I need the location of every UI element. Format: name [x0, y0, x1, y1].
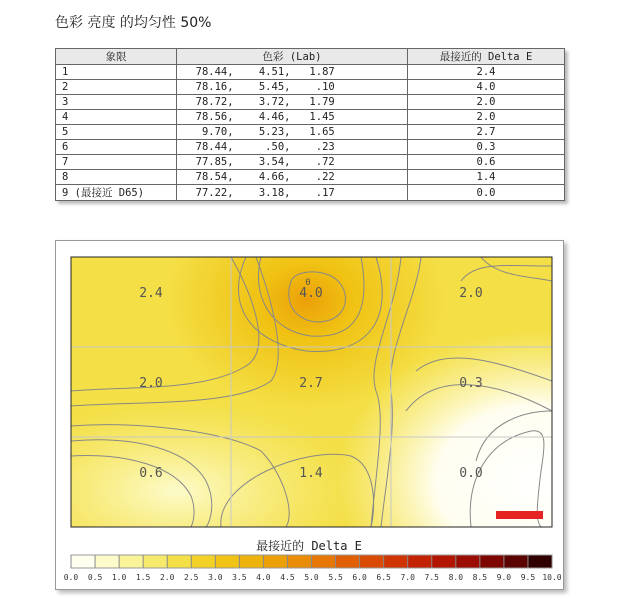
quadrant-cell: 7: [56, 155, 177, 170]
legend-swatch: [456, 555, 481, 568]
legend-tick-label: 2.0: [159, 573, 175, 582]
header-delta-e: 最接近的 Delta E: [408, 49, 565, 65]
legend-swatch: [239, 555, 264, 568]
cell-value-label: 2.7: [299, 376, 323, 391]
quadrant-cell: 1: [56, 65, 177, 80]
legend-tick-label: 2.5: [184, 573, 199, 582]
delta-e-cell: 4.0: [408, 80, 565, 95]
cell-value-label: 2.4: [139, 286, 163, 301]
legend-swatch: [263, 555, 288, 568]
uniformity-table: [55, 48, 565, 201]
delta-e-cell: 2.0: [408, 110, 565, 125]
quadrant-cell: 2: [56, 80, 177, 95]
table-row: [56, 140, 565, 155]
lab-cell: 78.16, 5.45, .10: [177, 80, 408, 95]
legend-swatch: [312, 555, 337, 568]
quadrant-cell: 3: [56, 95, 177, 110]
quadrant-cell: 9 (最接近 D65): [56, 185, 177, 201]
cell-value-label: 0.0: [459, 466, 483, 481]
quadrant-cell: 4: [56, 110, 177, 125]
legend-swatch: [215, 555, 240, 568]
legend-tick-label: 1.5: [135, 573, 151, 582]
legend-swatch: [191, 555, 216, 568]
legend-swatch: [95, 555, 120, 568]
legend-tick-label: 5.0: [304, 573, 319, 582]
page-title: 色彩 亮度 的均匀性 50%: [55, 15, 212, 31]
quadrant-cell: 6: [56, 140, 177, 155]
lab-cell: 9.70, 5.23, 1.65: [177, 125, 408, 140]
legend-tick-label: 0.0: [63, 573, 79, 582]
legend-swatch: [432, 555, 457, 568]
legend-tick-label: 9.5: [520, 573, 536, 582]
legend-tick-label: 8.0: [448, 573, 464, 582]
legend-swatch: [504, 555, 529, 568]
legend-swatch: [360, 555, 385, 568]
cell-value-label: 0.3: [459, 376, 483, 391]
table-row: [56, 80, 565, 95]
legend-swatch: [143, 555, 168, 568]
legend-tick-label: 4.5: [280, 573, 295, 582]
lab-cell: 77.85, 3.54, .72: [177, 155, 408, 170]
legend-swatch: [119, 555, 144, 568]
delta-e-cell: 0.0: [408, 185, 565, 201]
legend-tick-label: 5.5: [328, 573, 343, 582]
lab-cell: 78.44, .50, .23: [177, 140, 408, 155]
cell-value-label: 4.0: [299, 286, 323, 301]
heatmap-svg: [56, 241, 563, 589]
cell-value-label: 0.6: [139, 466, 163, 481]
legend-swatch: [71, 555, 96, 568]
delta-e-cell: 2.4: [408, 65, 565, 80]
cell-value-label: 2.0: [139, 376, 163, 391]
heatmap-panel: [55, 240, 564, 590]
lab-cell: 77.22, 3.18, .17: [177, 185, 408, 201]
legend-tick-label: 3.0: [208, 573, 223, 582]
delta-e-cell: 0.3: [408, 140, 565, 155]
legend-tick-label: 4.0: [256, 573, 271, 582]
legend-tick-label: 7.5: [424, 573, 439, 582]
table-header-row: [56, 49, 565, 65]
legend-swatch: [480, 555, 505, 568]
legend-tick-label: 1.0: [111, 573, 127, 582]
table-row: [56, 170, 565, 185]
legend-tick-label: 10.0: [542, 573, 562, 582]
legend-tick-label: 6.5: [376, 573, 391, 582]
delta-e-cell: 1.4: [408, 170, 565, 185]
quadrant-cell: 5: [56, 125, 177, 140]
table-row: [56, 110, 565, 125]
delta-e-cell: 2.7: [408, 125, 565, 140]
table-row: [56, 125, 565, 140]
header-lab: 色彩 (Lab): [177, 49, 408, 65]
cell-value-label: 2.0: [459, 286, 483, 301]
legend-tick-label: 0.5: [87, 573, 103, 582]
legend-swatch: [528, 555, 553, 568]
legend-swatch: [167, 555, 192, 568]
lab-cell: 78.56, 4.46, 1.45: [177, 110, 408, 125]
color-legend: [64, 555, 562, 582]
lab-cell: 78.44, 4.51, 1.87: [177, 65, 408, 80]
table-row: [56, 95, 565, 110]
legend-tick-label: 9.0: [496, 573, 512, 582]
legend-tick-label: 7.0: [400, 573, 415, 582]
accent-marker: [496, 511, 543, 519]
legend-swatch: [287, 555, 312, 568]
quadrant-cell: 8: [56, 170, 177, 185]
legend-tick-label: 6.0: [352, 573, 367, 582]
legend-tick-label: 3.5: [232, 573, 247, 582]
legend-swatch: [408, 555, 433, 568]
legend-swatch: [336, 555, 361, 568]
legend-title: 最接近的 Delta E: [256, 539, 362, 553]
table-row: [56, 155, 565, 170]
table-row: [56, 185, 565, 201]
legend-swatch: [384, 555, 409, 568]
delta-e-cell: 0.6: [408, 155, 565, 170]
peak-marker: 0: [305, 278, 311, 288]
lab-cell: 78.54, 4.66, .22: [177, 170, 408, 185]
delta-e-cell: 2.0: [408, 95, 565, 110]
legend-tick-label: 8.5: [472, 573, 488, 582]
lab-cell: 78.72, 3.72, 1.79: [177, 95, 408, 110]
cell-value-label: 1.4: [299, 466, 323, 481]
header-quadrant: 象限: [56, 49, 177, 65]
table-row: [56, 65, 565, 80]
